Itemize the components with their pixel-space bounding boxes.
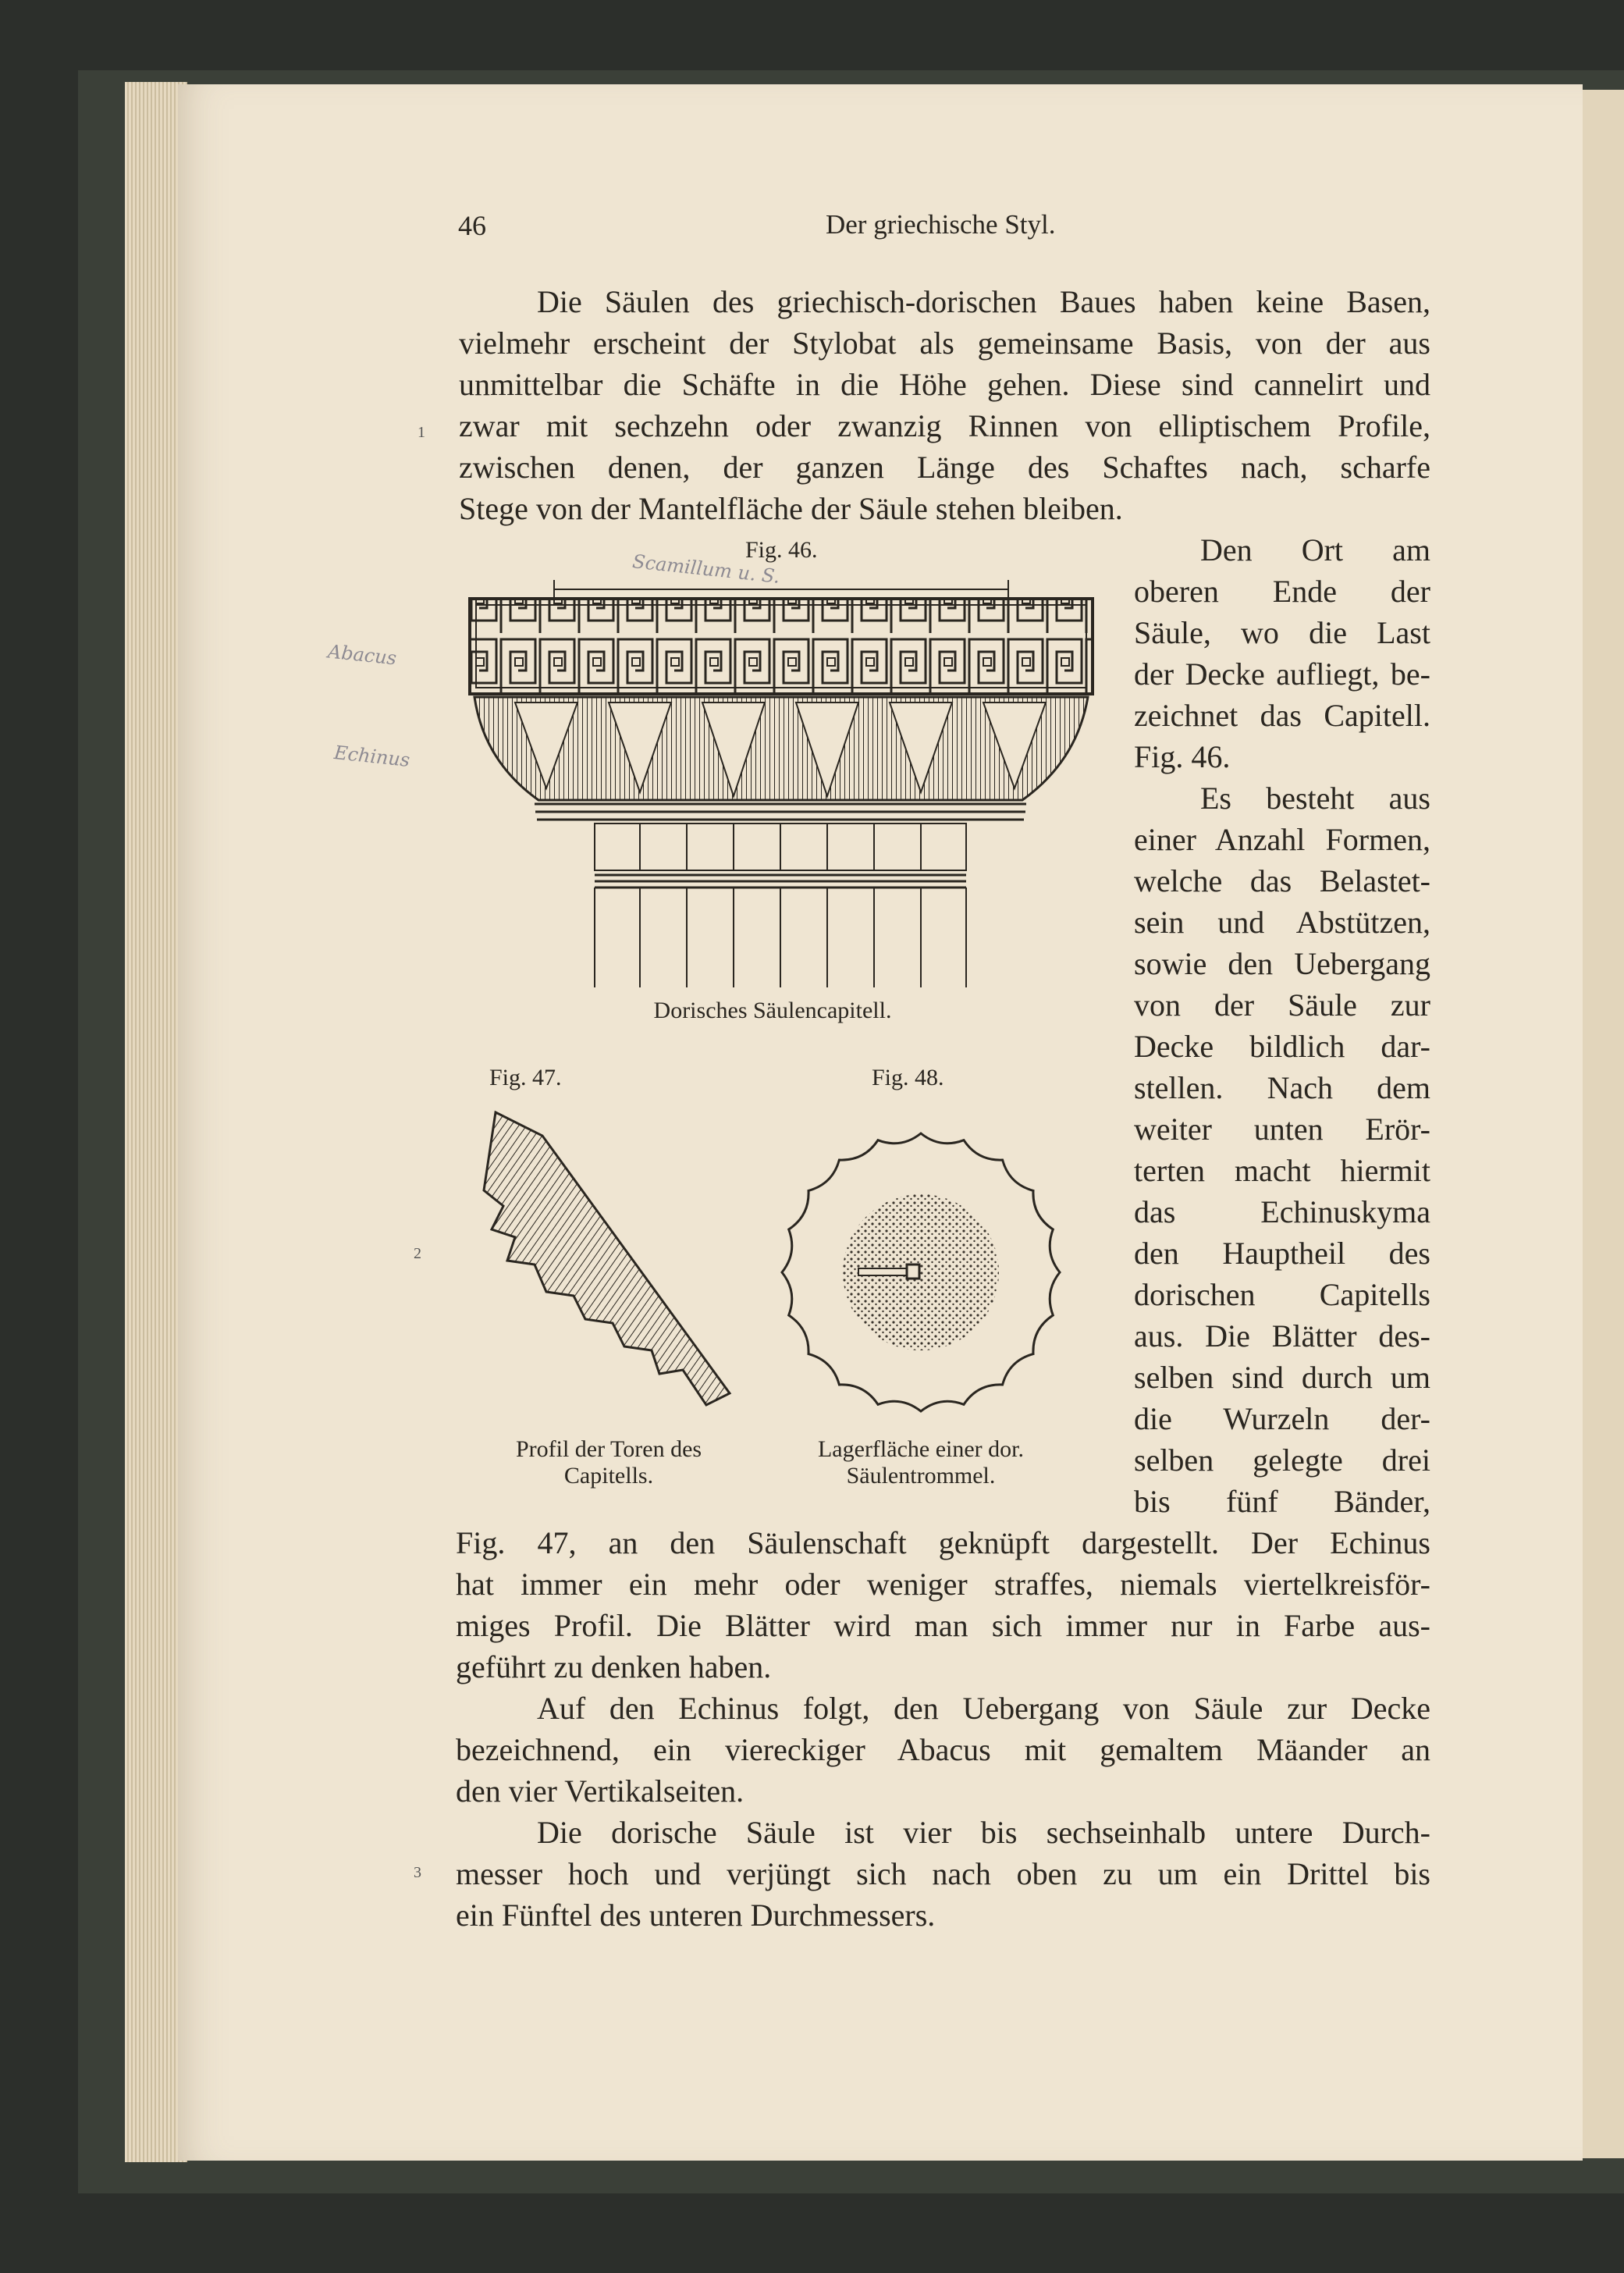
text-line: hat immer ein mehr oder weniger straffes, niemals viertelkreisför-: [456, 1567, 1430, 1602]
column-line: bis fünf Bänder,: [1134, 1484, 1430, 1519]
margin-number: 3: [414, 1864, 421, 1881]
fig47-caption-2: Capitells.: [563, 1463, 654, 1489]
column-line: stellen. Nach dem: [1134, 1070, 1430, 1105]
fig48-caption-1: Lagerfläche einer dor.: [817, 1436, 1024, 1462]
column-line: aus. Die Blätter des-: [1134, 1318, 1430, 1353]
fig47-annulet-profile: [472, 1104, 753, 1417]
text-line: Fig. 47, an den Säulenschaft geknüpft dargestellt. Der Echinus: [456, 1525, 1430, 1560]
column-line: einer Anzahl Formen,: [1134, 822, 1430, 857]
dowel-channel: [858, 1268, 907, 1275]
margin-number: 2: [414, 1245, 421, 1262]
pencil-note-echinus: Echinus: [332, 741, 411, 772]
column-line: die Wurzeln der-: [1134, 1401, 1430, 1436]
column-line: das Echinuskyma: [1134, 1194, 1430, 1229]
fig47-caption-1: Profil der Toren des: [515, 1436, 702, 1462]
text-line: Die dorische Säule ist vier bis sechseinhalb untere Durch-: [537, 1815, 1430, 1850]
column-line: sein und Abstützen,: [1134, 905, 1430, 940]
text-line: geführt zu denken haben.: [456, 1649, 772, 1684]
fig47-label: Fig. 47.: [489, 1065, 562, 1090]
running-head: Der griechische Styl.: [826, 209, 1056, 240]
column-line: den Hauptheil des: [1134, 1236, 1430, 1271]
column-line: der Decke aufliegt, be-: [1134, 656, 1430, 692]
column-line: oberen Ende der: [1134, 574, 1430, 609]
text-line: Auf den Echinus folgt, den Uebergang von Säule zur Decke: [537, 1691, 1430, 1726]
column-line: Es besteht aus: [1200, 781, 1430, 816]
column-line: zeichnet das Capitell.: [1134, 698, 1430, 733]
fig48-label: Fig. 48.: [872, 1065, 944, 1090]
text-line: den vier Vertikalseiten.: [456, 1773, 744, 1809]
column-line: von der Säule zur: [1134, 987, 1430, 1023]
column-line: Säule, wo die Last: [1134, 615, 1430, 650]
column-line: welche das Belastet-: [1134, 863, 1430, 898]
pencil-note-abacus: Abacus: [326, 640, 398, 670]
fig46-caption: Dorisches Säulencapitell.: [653, 998, 892, 1023]
column-line: Den Ort am: [1200, 532, 1430, 567]
column-line: sowie den Uebergang: [1134, 946, 1430, 981]
column-line: Fig. 46.: [1134, 739, 1231, 774]
column-line: terten macht hiermit: [1134, 1153, 1430, 1188]
column-line: selben sind durch um: [1134, 1360, 1430, 1395]
text-line: vielmehr erscheint der Stylobat als gemeinsame Basis, von der aus: [459, 325, 1430, 361]
text-line: zwar mit sechzehn oder zwanzig Rinnen von elliptischem Profile,: [459, 408, 1430, 443]
text-line: miges Profil. Die Blätter wird man sich immer nur in Farbe aus-: [456, 1608, 1430, 1643]
fig46-label: Fig. 46.: [745, 537, 818, 563]
page-number: 46: [458, 210, 486, 241]
text-line: bezeichnend, ein viereckiger Abacus mit gemaltem Mäander an: [456, 1732, 1430, 1767]
pencil-note-scamillum: Scamillum u. S.: [631, 550, 781, 588]
fig46-doric-capital: [460, 574, 1100, 995]
text-line: unmittelbar die Schäfte in die Höhe gehen. Diese sind cannelirt und: [459, 367, 1430, 402]
text-line: ein Fünftel des unteren Durchmessers.: [456, 1898, 936, 1933]
column-line: selben gelegte drei: [1134, 1442, 1430, 1478]
column-line: Decke bildlich dar-: [1134, 1029, 1430, 1064]
fig48-caption-2: Säulentrommel.: [846, 1463, 996, 1489]
text-line: Die Säulen des griechisch-dorischen Baues haben keine Basen,: [537, 284, 1430, 319]
text-line: messer hoch und verjüngt sich nach oben zu um ein Drittel bis: [456, 1856, 1430, 1891]
margin-number: 1: [418, 424, 425, 441]
column-line: weiter unten Erör-: [1134, 1112, 1430, 1147]
fig48-drum-surface: [773, 1124, 1069, 1421]
column-line: dorischen Capitells: [1134, 1277, 1430, 1312]
text-line: zwischen denen, der ganzen Länge des Schaftes nach, scharfe: [459, 450, 1430, 485]
text-line: Stege von der Mantelfläche der Säule stehen bleiben.: [459, 491, 1123, 526]
dowel-hole: [907, 1265, 919, 1279]
